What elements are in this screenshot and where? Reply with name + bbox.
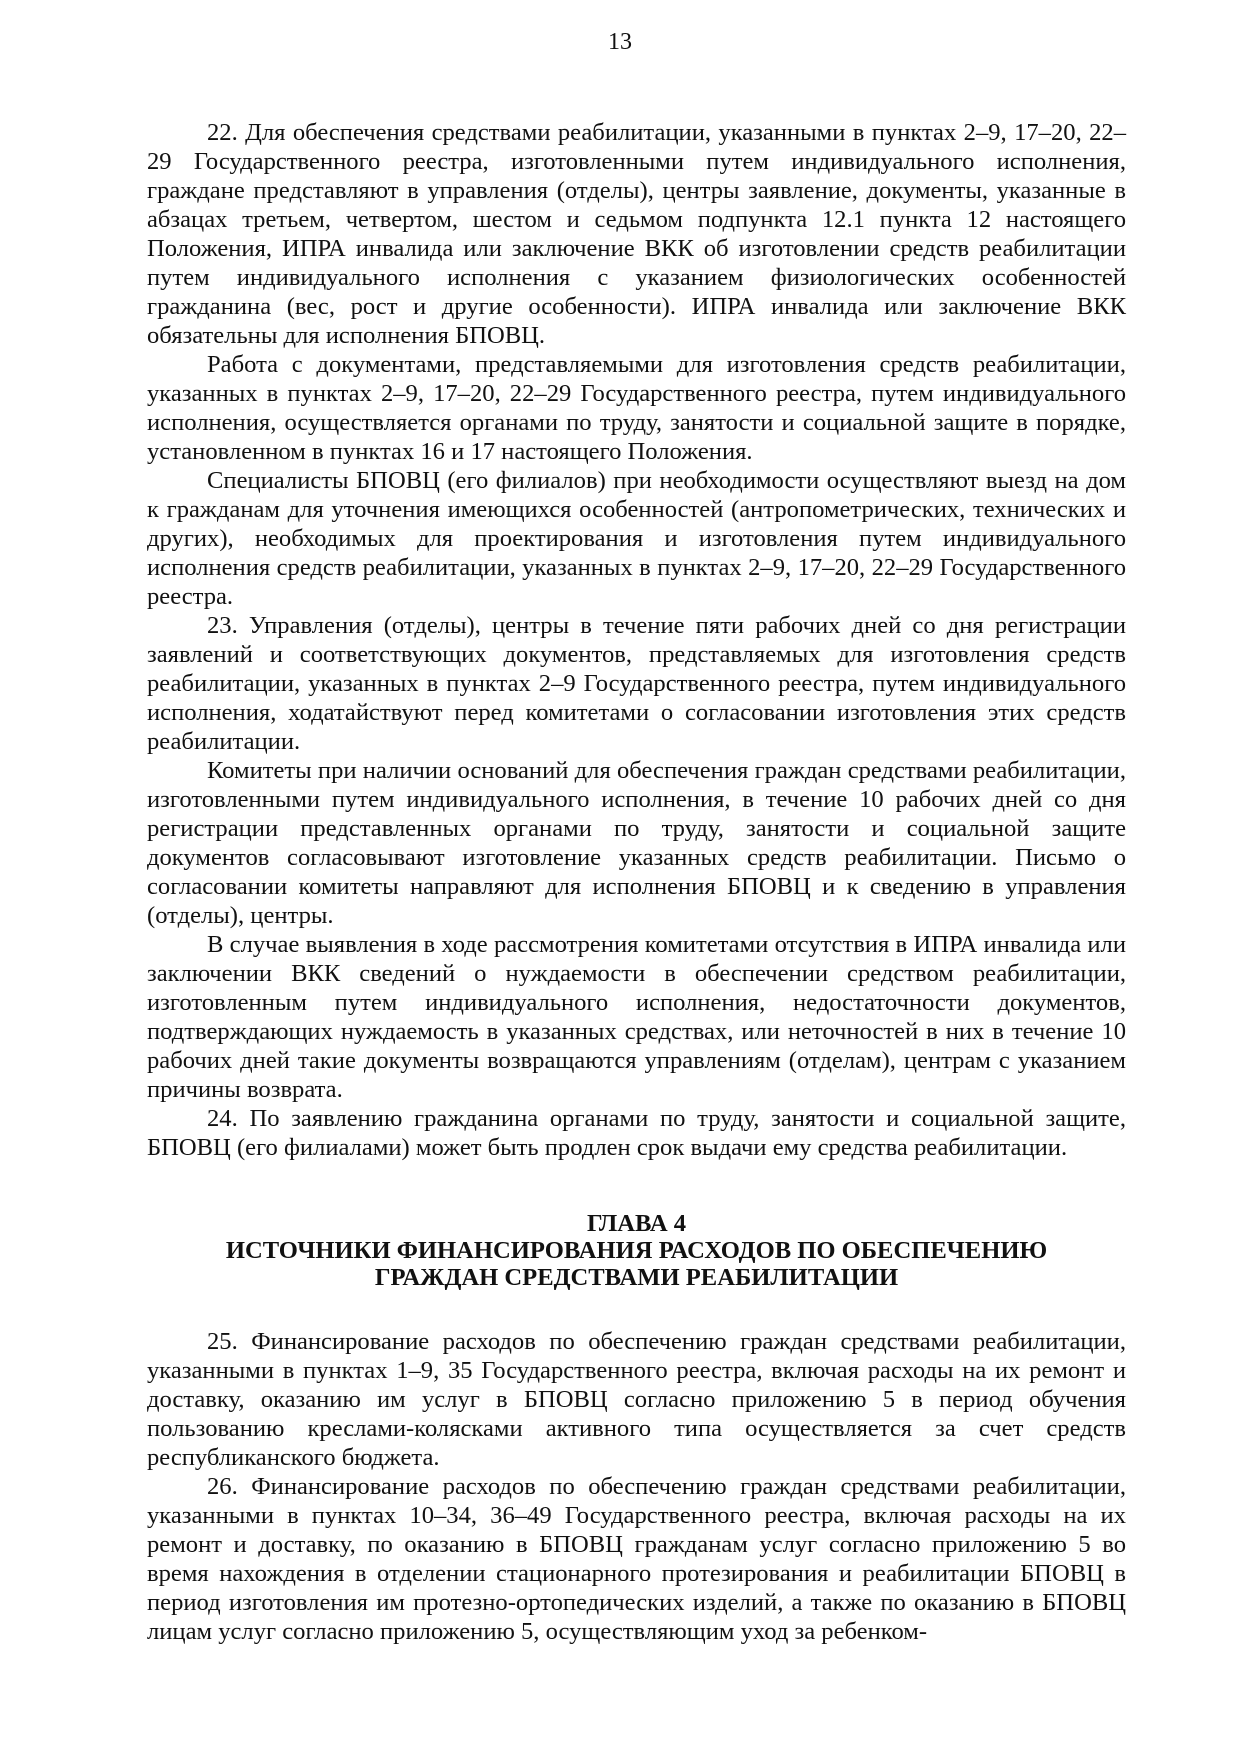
chapter-number: ГЛАВА 4	[586, 1210, 687, 1237]
page-number: 13	[608, 29, 632, 55]
chapter-title-line-1: ИСТОЧНИКИ ФИНАНСИРОВАНИЯ РАСХОДОВ ПО ОБЕСПЕЧЕНИЮ	[225, 1237, 1048, 1264]
document-body	[147, 118, 1126, 1646]
paragraph-25: 25. Финансирование расходов по обеспечению граждан средствами реабилитации, указанными в пунктах 1–9, 35 Государственного реестра, включая расходы на их ремонт и доставку, оказанию им услуг в БПОВЦ согласно приложению 5 в период обучения пользованию креслами-колясками активного типа осуществляется за счет средств республиканского бюджета.	[147, 1328, 1126, 1471]
paragraph-24: 24. По заявлению гражданина органами по труду, занятости и социальной защите, БПОВЦ (его филиалами) может быть продлен срок выдачи ему средства реабилитации.	[147, 1105, 1126, 1161]
paragraph-26: 26. Финансирование расходов по обеспечению граждан средствами реабилитации, указанными в пунктах 10–34, 36–49 Государственного реестра, включая расходы на их ремонт и доставку, по оказанию в БПОВЦ гражданам услуг согласно приложению 5 во время нахождения в отделении стационарного протезирования и реабилитации БПОВЦ в период изготовления им протезно-ортопедических изделий, а также по оказанию в БПОВЦ лицам услуг согласно приложению 5, осуществляющим уход за ребенком-	[147, 1473, 1126, 1645]
paragraph-23: 23. Управления (отделы), центры в течение пяти рабочих дней со дня регистрации заявлений и соответствующих документов, представляемых для изготовления средств реабилитации, указанных в пунктах 2–9 Государственного реестра, путем индивидуального исполнения, ходатайствуют перед комитетами о согласовании изготовления этих средств реабилитации.	[147, 612, 1126, 755]
paragraph-specialists-visit: Специалисты БПОВЦ (его филиалов) при необходимости осуществляют выезд на дом к гражданам для уточнения имеющихся особенностей (антропометрических, технических и других), необходимых для проектирования и изготовления путем индивидуального исполнения средств реабилитации, указанных в пунктах 2–9, 17–20, 22–29 Государственного реестра.	[147, 467, 1126, 610]
paragraph-committees-approval: Комитеты при наличии оснований для обеспечения граждан средствами реабилитации, изготовленными путем индивидуального исполнения, в течение 10 рабочих дней со дня регистрации представленных органами по труду, занятости и социальной защите документов согласовывают изготовление указанных средств реабилитации. Письмо о согласовании комитеты направляют для исполнения БПОВЦ и к сведению в управления (отделы), центры.	[147, 757, 1126, 929]
paragraph-22: 22. Для обеспечения средствами реабилитации, указанными в пунктах 2–9, 17–20, 22–29 Государственного реестра, изготовленными путем индивидуального исполнения, граждане представляют в управления (отделы), центры заявление, документы, указанные в абзацах третьем, четвертом, шестом и седьмом подпункта 12.1 пункта 12 настоящего Положения, ИПРА инвалида или заключение ВКК об изготовлении средств реабилитации путем индивидуального исполнения с указанием физиологических особенностей гражданина (вес, рост и другие особенности). ИПРА инвалида или заключение ВКК обязательны для исполнения БПОВЦ.	[147, 119, 1126, 349]
chapter-heading	[147, 1210, 1126, 1291]
paragraph-documents-handling: Работа с документами, представляемыми для изготовления средств реабилитации, указанных в пунктах 2–9, 17–20, 22–29 Государственного реестра, путем индивидуального исполнения, осуществляется органами по труду, занятости и социальной защите в порядке, установленном в пунктах 16 и 17 настоящего Положения.	[147, 351, 1126, 465]
paragraph-documents-return: В случае выявления в ходе рассмотрения комитетами отсутствия в ИПРА инвалида или заключении ВКК сведений о нуждаемости в обеспечении средством реабилитации, изготовленным путем индивидуального исполнения, недостаточности документов, подтверждающих нуждаемость в указанных средствах, или неточностей в них в течение 10 рабочих дней такие документы возвращаются управлениям (отделам), центрам с указанием причины возврата.	[147, 931, 1126, 1103]
chapter-title-line-2: ГРАЖДАН СРЕДСТВАМИ РЕАБИЛИТАЦИИ	[374, 1264, 899, 1291]
